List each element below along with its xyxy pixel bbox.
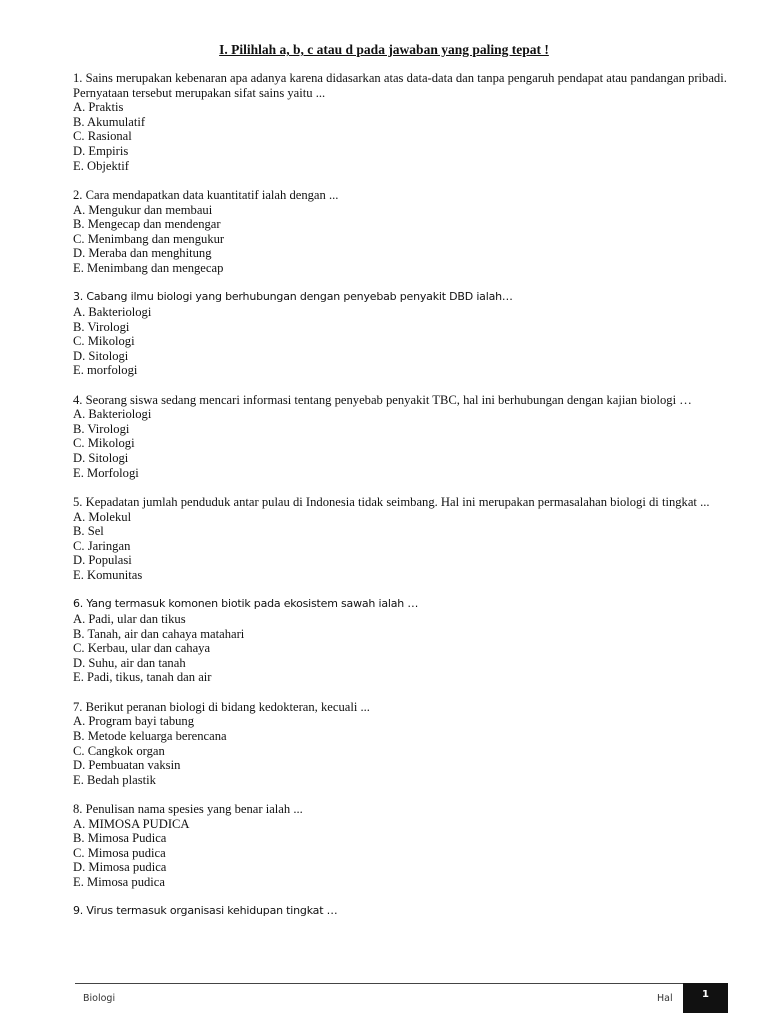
option-list (73, 612, 738, 685)
question-text: 8. Penulisan nama spesies yang benar ialah ... (73, 802, 303, 817)
question-text: 5. Kepadatan jumlah penduduk antar pulau di Indonesia tidak seimbang. Hal ini merupakan permasalahan biologi di tingkat ... (73, 495, 710, 510)
option-e: E. Padi, tikus, tanah dan air (73, 670, 212, 685)
question-3 (73, 290, 738, 378)
question-1 (73, 71, 738, 173)
question-5 (73, 495, 738, 583)
option-e: E. Menimbang dan mengecap (73, 260, 224, 275)
option-b: B. Sel (73, 524, 104, 539)
option-a: A. Bakteriologi (73, 407, 152, 422)
option-b: B. Tanah, air dan cahaya matahari (73, 626, 245, 641)
option-d: D. Meraba dan menghitung (73, 246, 212, 261)
option-c: C. Cangkok organ (73, 743, 165, 758)
option-list (73, 714, 738, 787)
section-title: I. Pilihlah a, b, c atau d pada jawaban yang paling tepat ! (219, 42, 549, 57)
option-list (73, 100, 738, 173)
option-c: C. Mimosa pudica (73, 845, 166, 860)
option-a: A. Bakteriologi (73, 304, 152, 319)
option-d: D. Mimosa pudica (73, 860, 167, 875)
question-text: 9. Virus termasuk organisasi kehidupan tingkat … (73, 904, 338, 918)
option-b: B. Metode keluarga berencana (73, 728, 227, 743)
option-e: E. Bedah plastik (73, 772, 156, 787)
question-text: 1. Sains merupakan kebenaran apa adanya karena didasarkan atas data-data dan tanpa pengaruh pendapat atau pandangan pribadi. Pernyataan tersebut merupakan sifat sains yaitu ... (73, 71, 727, 100)
option-e: E. Komunitas (73, 568, 143, 582)
option-d: D. Populasi (73, 553, 132, 568)
option-b: B. Akumulatif (73, 114, 146, 129)
option-c: C. Menimbang dan mengukur (73, 231, 225, 246)
question-list (73, 71, 738, 934)
option-e: E. Objektif (73, 158, 129, 173)
question-text: 6. Yang termasuk komonen biotik pada ekosistem sawah ialah … (73, 597, 419, 611)
option-list (73, 817, 738, 890)
page-number: 1 (702, 989, 709, 1000)
footer-divider (75, 983, 683, 984)
option-c: C. Jaringan (73, 538, 131, 553)
option-a: A. Molekul (73, 509, 132, 524)
option-d: D. Empiris (73, 143, 129, 158)
question-text: 4. Seorang siswa sedang mencari informasi tentang penyebab penyakit TBC, hal ini berhubungan dengan kajian biologi … (73, 392, 692, 407)
option-c: C. Rasional (73, 129, 132, 144)
question-8 (73, 802, 738, 890)
question-text: 3. Cabang ilmu biologi yang berhubungan dengan penyebab penyakit DBD ialah… (73, 290, 513, 304)
option-d: D. Sitologi (73, 348, 129, 363)
option-b: B. Virologi (73, 319, 130, 334)
page-number-box (683, 983, 728, 1013)
option-a: A. MIMOSA PUDICA (73, 816, 190, 831)
footer-hal-label: Hal (657, 993, 673, 1004)
option-list (73, 510, 738, 583)
footer-subject: Biologi (83, 993, 116, 1004)
option-d: D. Sitologi (73, 451, 129, 466)
question-6 (73, 597, 738, 685)
option-list (73, 203, 738, 276)
option-e: E. Mimosa pudica (73, 875, 165, 890)
option-d: D. Suhu, air dan tanah (73, 655, 186, 670)
option-e: E. morfologi (73, 363, 138, 378)
option-list (73, 407, 738, 480)
option-b: B. Mimosa Pudica (73, 831, 167, 846)
question-text: 2. Cara mendapatkan data kuantitatif ialah dengan ... (73, 187, 339, 202)
question-7 (73, 700, 738, 788)
question-9 (73, 904, 738, 919)
question-2 (73, 188, 738, 276)
option-d: D. Pembuatan vaksin (73, 758, 181, 773)
option-c: C. Kerbau, ular dan cahaya (73, 641, 211, 656)
option-e: E. Morfologi (73, 465, 139, 480)
option-c: C. Mikologi (73, 334, 135, 349)
option-b: B. Virologi (73, 421, 130, 436)
option-c: C. Mikologi (73, 436, 135, 451)
option-a: A. Padi, ular dan tikus (73, 611, 186, 626)
question-text: 7. Berikut peranan biologi di bidang kedokteran, kecuali ... (73, 699, 370, 714)
question-4 (73, 393, 738, 481)
option-a: A. Program bayi tabung (73, 714, 195, 729)
option-a: A. Mengukur dan membaui (73, 202, 213, 217)
option-a: A. Praktis (73, 100, 124, 115)
option-b: B. Mengecap dan mendengar (73, 217, 221, 232)
option-list (73, 305, 738, 378)
